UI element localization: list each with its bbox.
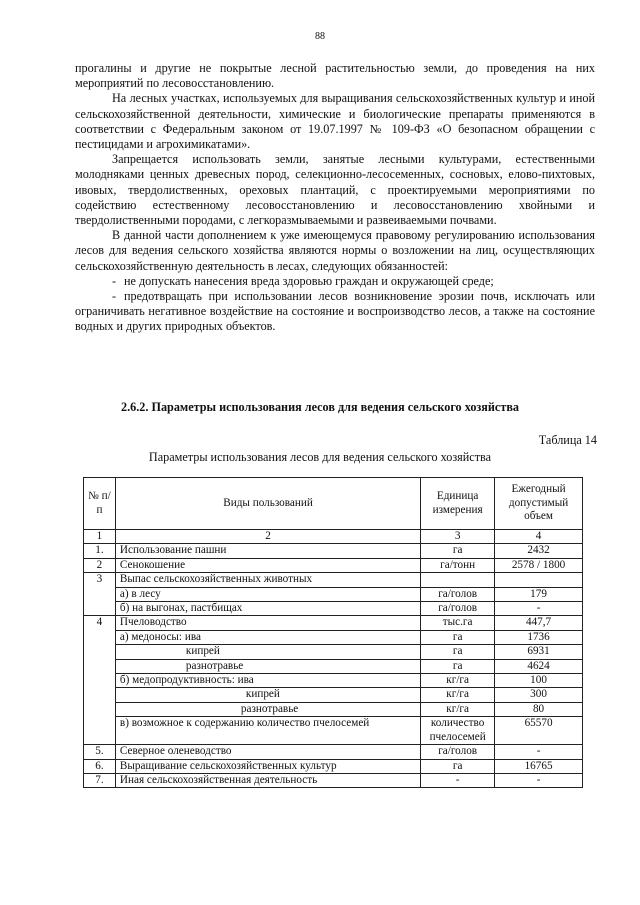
- col-number: 3: [421, 530, 495, 544]
- table-row: [84, 558, 583, 572]
- row-kind: Северное оленеводство: [115, 745, 420, 759]
- row-kind: а) в лесу: [115, 587, 420, 601]
- table-row: [84, 645, 583, 659]
- row-volume: 1736: [495, 630, 583, 644]
- row-num: [84, 674, 116, 688]
- row-volume: 2578 / 1800: [495, 558, 583, 572]
- table-row: [84, 674, 583, 688]
- table-row: [84, 630, 583, 644]
- row-volume: 80: [495, 702, 583, 716]
- row-kind: Иная сельскохозяйственная деятельность: [115, 773, 420, 787]
- row-volume: 4624: [495, 659, 583, 673]
- table-row: [84, 587, 583, 601]
- row-unit: [421, 573, 495, 587]
- row-unit: га: [421, 630, 495, 644]
- page-number: 88: [315, 31, 325, 42]
- row-unit: га/тонн: [421, 558, 495, 572]
- bullet-item: [75, 289, 595, 335]
- row-volume: [495, 573, 583, 587]
- row-unit: га/голов: [421, 745, 495, 759]
- row-unit: га/голов: [421, 587, 495, 601]
- row-volume: -: [495, 745, 583, 759]
- bullet-dash: -: [112, 273, 117, 288]
- row-unit: кг/га: [421, 702, 495, 716]
- table-row: [84, 759, 583, 773]
- row-kind: кипрей: [115, 645, 420, 659]
- row-num: [84, 645, 116, 659]
- header-num: № п/п: [84, 478, 116, 530]
- row-kind: Пчеловодство: [115, 616, 420, 630]
- table-row: [84, 717, 583, 745]
- row-kind: а) медоносы: ива: [115, 630, 420, 644]
- bullet-dash: -: [112, 289, 117, 304]
- table-row: [84, 602, 583, 616]
- table-row: [84, 616, 583, 630]
- row-kind: б) медопродуктивность: ива: [115, 674, 420, 688]
- row-num: [84, 630, 116, 644]
- body-text: [75, 61, 595, 335]
- row-kind: Выпас сельскохозяйственных животных: [115, 573, 420, 587]
- row-volume: 447,7: [495, 616, 583, 630]
- row-volume: 2432: [495, 544, 583, 558]
- paragraph: На лесных участках, используемых для выращивания сельскохозяйственных культур и иной сельскохозяйственной деятельности, химические и биологические препараты применяются в соответствии с Федеральным законом от 19.07.1997 № 109-ФЗ «О безопасном обращении с пестицидами и агрохимикатами».: [75, 91, 595, 152]
- row-volume: 100: [495, 674, 583, 688]
- row-kind: Сенокошение: [115, 558, 420, 572]
- row-kind: разнотравье: [115, 702, 420, 716]
- row-kind: в) возможное к содержанию количество пчелосемей: [115, 717, 420, 745]
- row-unit: га: [421, 659, 495, 673]
- row-volume: 16765: [495, 759, 583, 773]
- row-num: 6.: [84, 759, 116, 773]
- table-row: [84, 544, 583, 558]
- row-volume: 6931: [495, 645, 583, 659]
- row-num: 5.: [84, 745, 116, 759]
- row-num: [84, 702, 116, 716]
- table-row: [84, 688, 583, 702]
- row-volume: -: [495, 602, 583, 616]
- row-num: [84, 602, 116, 616]
- row-volume: 65570: [495, 717, 583, 745]
- row-unit: кг/га: [421, 674, 495, 688]
- row-kind: кипрей: [115, 688, 420, 702]
- bullet-item: [75, 274, 595, 289]
- header-volume: Ежегодный допустимый объем: [495, 478, 583, 530]
- col-number: 4: [495, 530, 583, 544]
- row-kind: разнотравье: [115, 659, 420, 673]
- table-caption: Параметры использования лесов для ведения сельского хозяйства: [148, 450, 492, 464]
- col-number: 1: [84, 530, 116, 544]
- row-unit: кг/га: [421, 688, 495, 702]
- paragraph: В данной части дополнением к уже имеющемуся правовому регулированию использования лесов для ведения сельского хозяйства являются нормы о возложении на лиц, осуществляющих сельскохозяйственную деятельность в лесах, следующих обязанностей:: [75, 228, 595, 273]
- paragraph: Запрещается использовать земли, занятые лесными культурами, естественными молодняками ценных древесных пород, селекционно-лесосеменных, сосновых, елово-пихтовых, ивовых, твердолиственных, ореховых плантаций, с проектируемыми мероприятиями по содействию естественному лесовосстановлению и лесовосстановлению хвойными и твердолиственными породами, с легкоразмываемыми и развеиваемыми почвами.: [75, 152, 595, 228]
- bullet-text: не допускать нанесения вреда здоровью граждан и окружающей среде;: [124, 273, 494, 288]
- table-row: [84, 702, 583, 716]
- table-header-row: [84, 478, 583, 530]
- row-volume: -: [495, 773, 583, 787]
- row-num: [84, 688, 116, 702]
- row-kind: Выращивание сельскохозяйственных культур: [115, 759, 420, 773]
- bullet-text: предотвращать при использовании лесов возникновение эрозии почв, исключать или ограничивать негативное воздействие на состояние и воспроизводство лесов, а также на состояние водных и других природных объектов.: [75, 289, 595, 334]
- row-kind: б) на выгонах, пастбищах: [115, 602, 420, 616]
- table-row: [84, 773, 583, 787]
- row-unit: тыс.га: [421, 616, 495, 630]
- row-num: [84, 659, 116, 673]
- row-volume: 179: [495, 587, 583, 601]
- table-number: Таблица 14: [538, 433, 597, 447]
- row-volume: 300: [495, 688, 583, 702]
- table-row: [84, 573, 583, 587]
- row-unit: количество пчелосемей: [421, 717, 495, 745]
- row-num: 2: [84, 558, 116, 572]
- row-kind: Использование пашни: [115, 544, 420, 558]
- paragraph: прогалины и другие не покрытые лесной растительностью земли, до проведения на них мероприятий по лесовосстановлению.: [75, 61, 595, 91]
- row-num: 7.: [84, 773, 116, 787]
- col-number: 2: [115, 530, 420, 544]
- header-unit: Единица измерения: [421, 478, 495, 530]
- parameters-table: [83, 477, 583, 788]
- table-row: [84, 659, 583, 673]
- row-unit: га: [421, 645, 495, 659]
- row-unit: га: [421, 759, 495, 773]
- table-row: [84, 745, 583, 759]
- row-unit: га/голов: [421, 602, 495, 616]
- row-num: 1.: [84, 544, 116, 558]
- column-number-row: [84, 530, 583, 544]
- row-num: 3: [84, 573, 116, 587]
- section-heading: 2.6.2. Параметры использования лесов для ведения сельского хозяйства: [121, 400, 519, 414]
- row-num: [84, 717, 116, 745]
- row-unit: га: [421, 544, 495, 558]
- row-unit: -: [421, 773, 495, 787]
- row-num: [84, 587, 116, 601]
- row-num: 4: [84, 616, 116, 630]
- header-kind: Виды пользований: [115, 478, 420, 530]
